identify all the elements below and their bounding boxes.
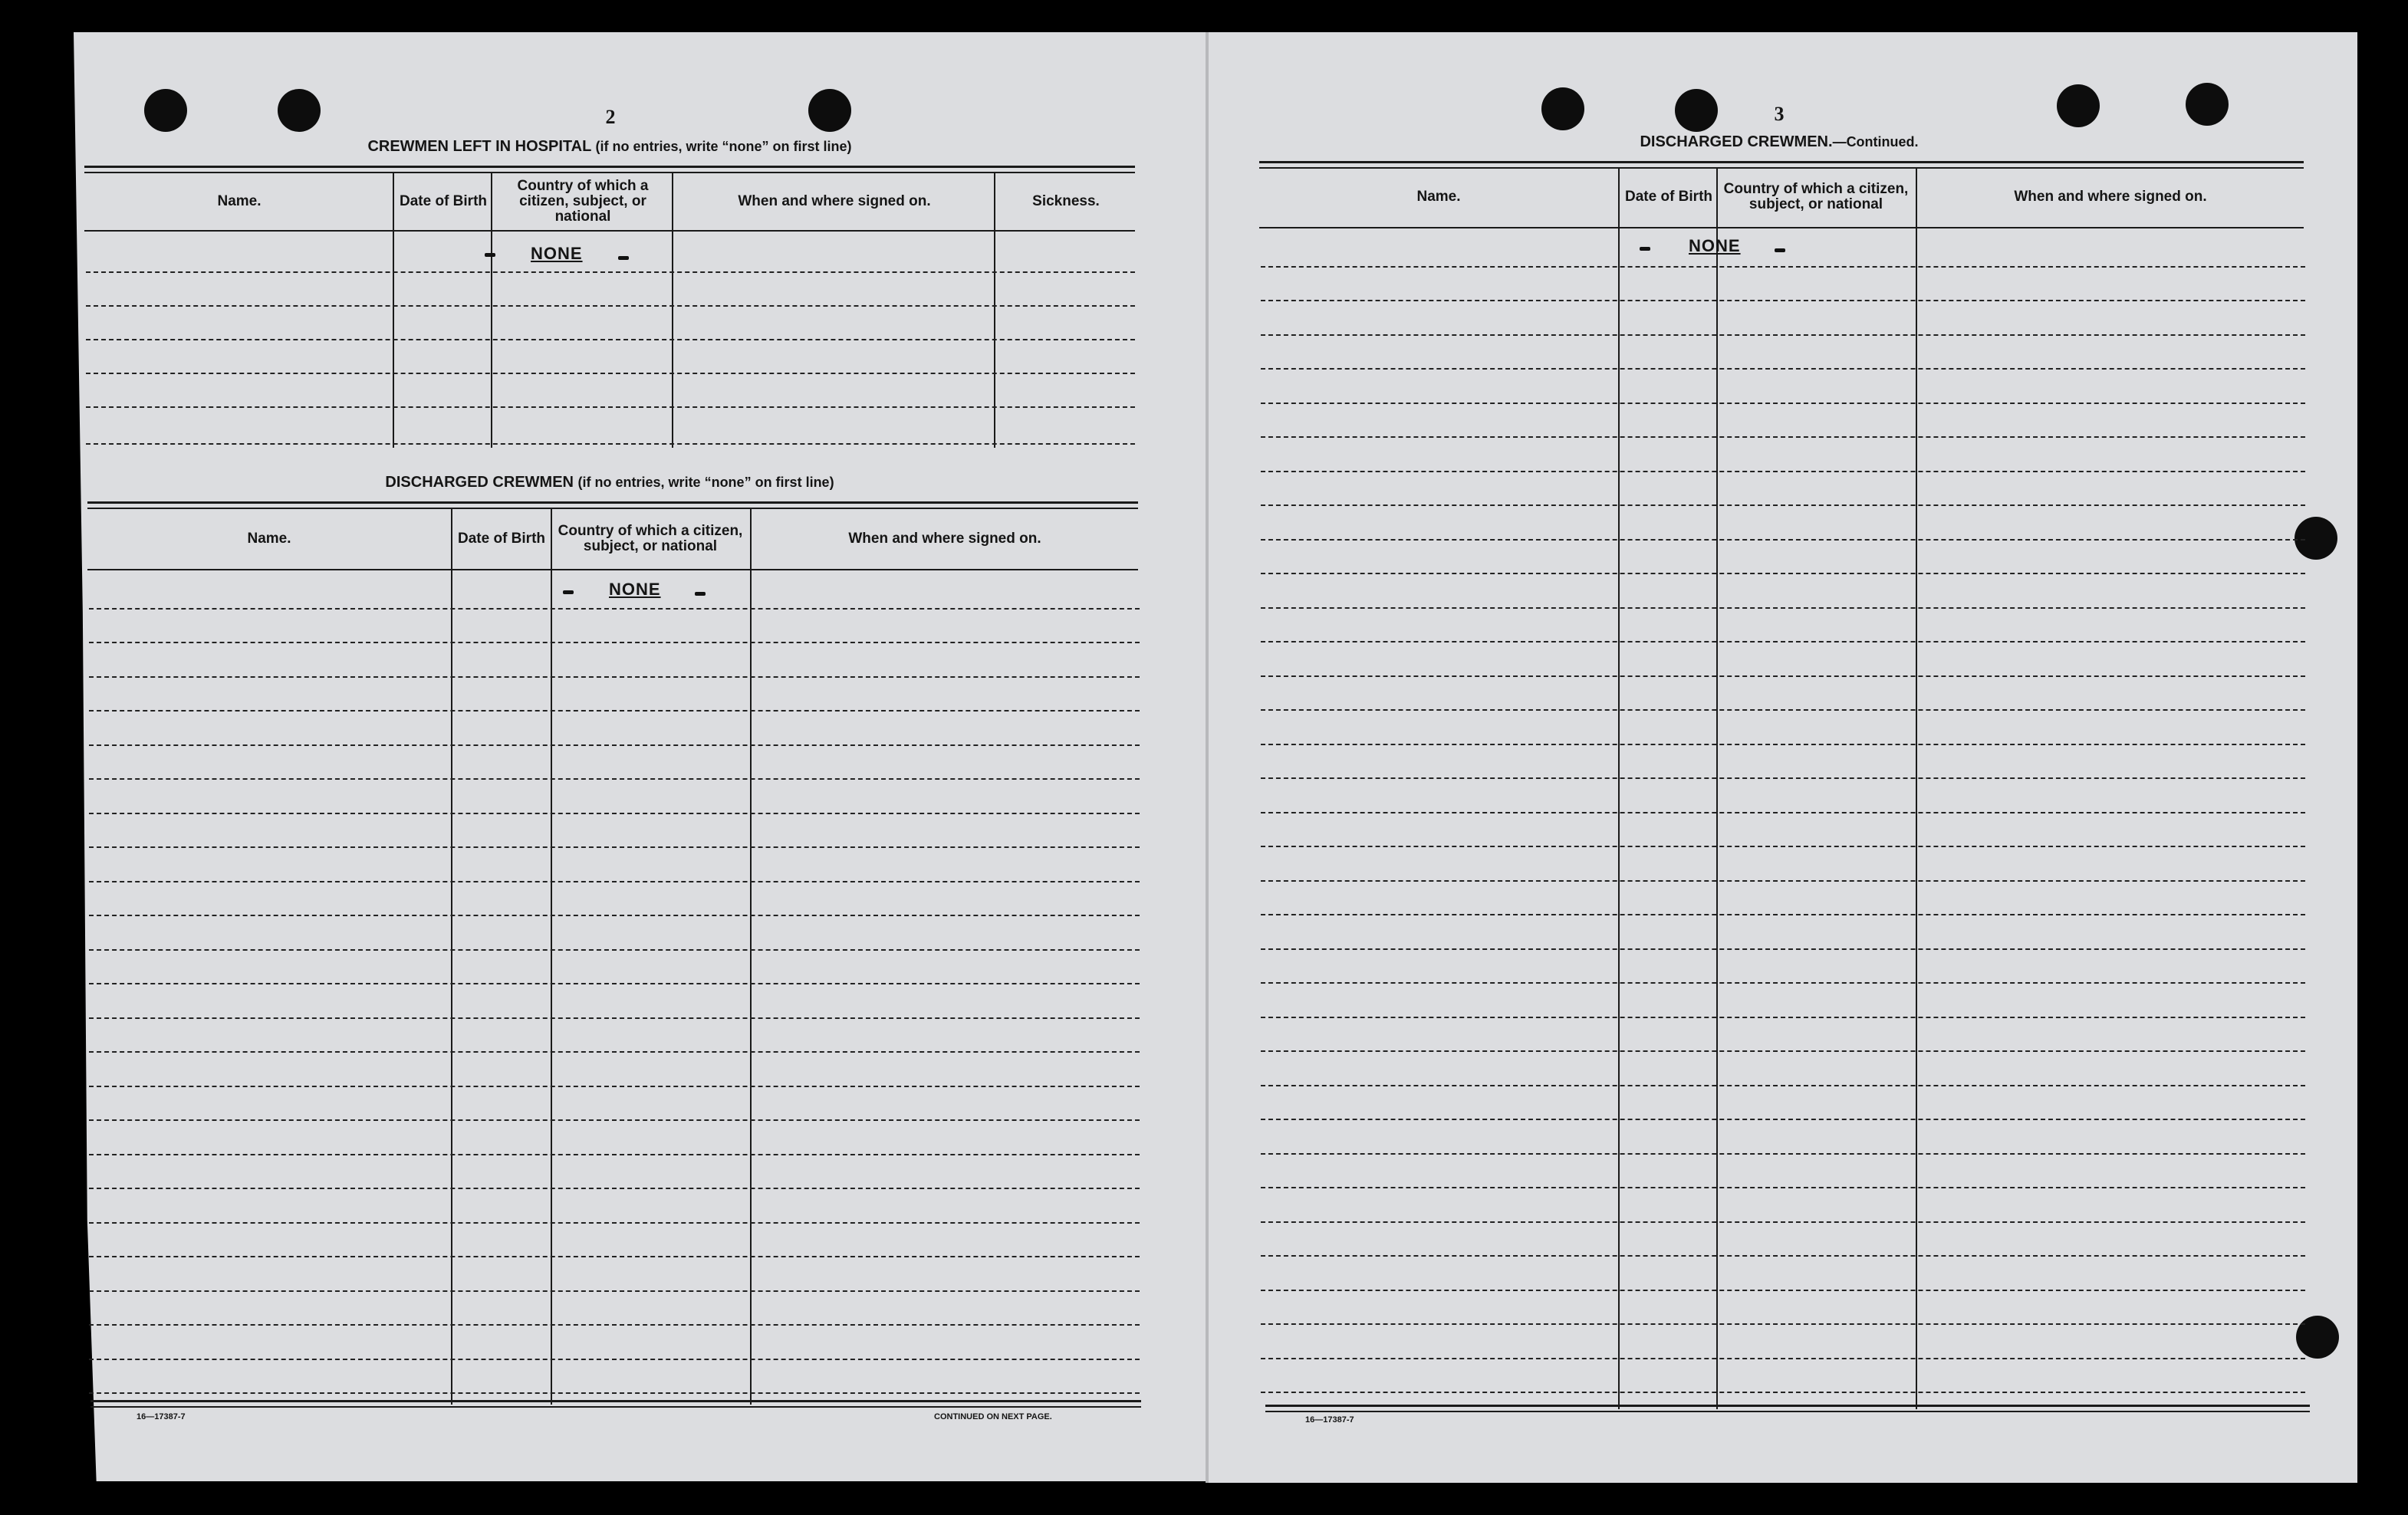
row-line: [1261, 641, 2305, 642]
row-line: [86, 406, 1135, 408]
hospital-entry-none: NONE: [531, 244, 583, 263]
row-line: [89, 1119, 1140, 1121]
entry-dash: [563, 590, 574, 594]
row-line: [89, 778, 1140, 780]
discharged-entry-none: NONE: [609, 580, 661, 599]
row-line: [1261, 1290, 2305, 1291]
header-signed-on: When and where signed on.: [2014, 189, 2207, 205]
discharged-continued-entry-none: NONE: [1689, 236, 1741, 255]
section-note: —Continued.: [1832, 134, 1919, 150]
row-line: [1261, 948, 2305, 950]
punch-hole: [2057, 84, 2100, 127]
section-title-text: DISCHARGED CREWMEN: [385, 474, 574, 491]
page-number: 3: [1774, 103, 1785, 125]
row-line: [86, 373, 1135, 374]
header-date-of-birth: Date of Birth: [400, 193, 487, 209]
top-rule: [84, 172, 1135, 173]
header-date-of-birth: Date of Birth: [1625, 189, 1712, 205]
row-line: [89, 813, 1140, 814]
row-line: [89, 1290, 1140, 1292]
row-line: [89, 1154, 1140, 1155]
row-line: [89, 608, 1140, 610]
row-line: [1261, 846, 2305, 847]
top-rule: [87, 508, 1138, 509]
page-gutter: [1206, 32, 1209, 1483]
row-line: [1261, 880, 2305, 882]
form-number: 16—17387-7: [137, 1412, 186, 1421]
punch-hole: [1541, 87, 1584, 130]
continued-note: CONTINUED ON NEXT PAGE.: [934, 1412, 1052, 1421]
punch-hole: [808, 89, 851, 132]
row-line: [89, 1324, 1140, 1326]
page-number: 2: [605, 106, 616, 128]
row-line: [1261, 709, 2305, 711]
row-line: [1261, 334, 2305, 336]
header-name: Name.: [1416, 189, 1461, 205]
punch-hole: [278, 89, 321, 132]
row-line: [1261, 607, 2305, 609]
row-line: [89, 881, 1140, 882]
bottom-rule: [1265, 1411, 2310, 1412]
row-line: [1261, 914, 2305, 915]
punch-hole: [1675, 89, 1718, 132]
hospital-rows: [86, 235, 1135, 449]
header-country: Country of which a citizen, subject, or national: [517, 178, 649, 225]
top-rule: [84, 166, 1135, 168]
row-line: [1261, 436, 2305, 438]
form-number: 16—17387-7: [1305, 1415, 1354, 1425]
row-line: [1261, 1017, 2305, 1018]
row-line: [89, 710, 1140, 711]
header-rule: [1259, 227, 2304, 228]
row-line: [89, 1392, 1140, 1394]
top-rule: [87, 501, 1138, 504]
row-line: [1261, 1323, 2305, 1325]
row-line: [89, 846, 1140, 848]
row-line: [1261, 1153, 2305, 1155]
discharged-rows: [89, 573, 1140, 1402]
entry-dash: [485, 253, 495, 257]
discharged-continued-title: [1258, 133, 2301, 151]
row-line: [89, 915, 1140, 916]
row-line: [89, 1188, 1140, 1189]
row-line: [1261, 1119, 2305, 1120]
header-rule: [87, 569, 1138, 570]
hospital-section-title: [84, 138, 1135, 156]
top-rule: [1259, 161, 2304, 163]
row-line: [86, 271, 1135, 273]
row-line: [89, 949, 1140, 951]
row-line: [86, 305, 1135, 307]
row-line: [89, 744, 1140, 746]
row-line: [1261, 982, 2305, 984]
punch-hole: [2186, 83, 2229, 126]
header-sickness: Sickness.: [1032, 193, 1100, 209]
row-line: [89, 1359, 1140, 1360]
row-line: [89, 676, 1140, 678]
section-note: (if no entries, write “none” on first line): [595, 139, 852, 154]
row-line: [89, 1086, 1140, 1087]
punch-hole: [144, 89, 187, 132]
header-country: Country of which a citizen, subject, or national: [1723, 181, 1909, 212]
row-line: [1261, 266, 2305, 268]
row-line: [89, 983, 1140, 984]
row-line: [1261, 777, 2305, 779]
row-line: [1261, 300, 2305, 301]
top-rule: [1259, 167, 2304, 169]
row-line: [1261, 1392, 2305, 1393]
entry-dash: [1640, 247, 1650, 251]
header-rule: [84, 230, 1135, 232]
section-title-text: CREWMEN LEFT IN HOSPITAL: [367, 138, 591, 155]
row-line: [86, 339, 1135, 340]
row-line: [1261, 1255, 2305, 1257]
row-line: [1261, 675, 2305, 677]
row-line: [1261, 812, 2305, 813]
header-country: Country of which a citizen, subject, or national: [558, 523, 743, 554]
header-name: Name.: [247, 531, 291, 547]
row-line: [1261, 403, 2305, 404]
entry-dash: [695, 592, 706, 596]
row-line: [1261, 1358, 2305, 1359]
header-signed-on: When and where signed on.: [848, 531, 1041, 547]
row-line: [1261, 539, 2305, 541]
bottom-rule: [90, 1400, 1141, 1402]
row-line: [89, 1256, 1140, 1257]
row-line: [1261, 471, 2305, 472]
entry-dash: [1775, 248, 1785, 252]
bottom-rule: [1265, 1405, 2310, 1407]
row-line: [1261, 1050, 2305, 1052]
section-title-text: DISCHARGED CREWMEN.: [1640, 133, 1833, 150]
row-line: [86, 443, 1135, 445]
row-line: [89, 1017, 1140, 1019]
section-note: (if no entries, write “none” on first line): [577, 475, 834, 490]
header-date-of-birth: Date of Birth: [458, 531, 545, 547]
row-line: [1261, 1085, 2305, 1086]
row-line: [89, 1222, 1140, 1224]
discharged-section-title: [84, 474, 1135, 491]
row-line: [1261, 1187, 2305, 1188]
row-line: [1261, 744, 2305, 745]
row-line: [1261, 1221, 2305, 1223]
header-name: Name.: [217, 193, 262, 209]
row-line: [1261, 368, 2305, 370]
header-signed-on: When and where signed on.: [738, 193, 931, 209]
row-line: [89, 1051, 1140, 1053]
bottom-rule: [90, 1406, 1141, 1408]
discharged-continued-rows: [1261, 232, 2305, 1405]
row-line: [89, 642, 1140, 643]
row-line: [1261, 504, 2305, 506]
entry-dash: [618, 256, 629, 260]
row-line: [1261, 573, 2305, 574]
